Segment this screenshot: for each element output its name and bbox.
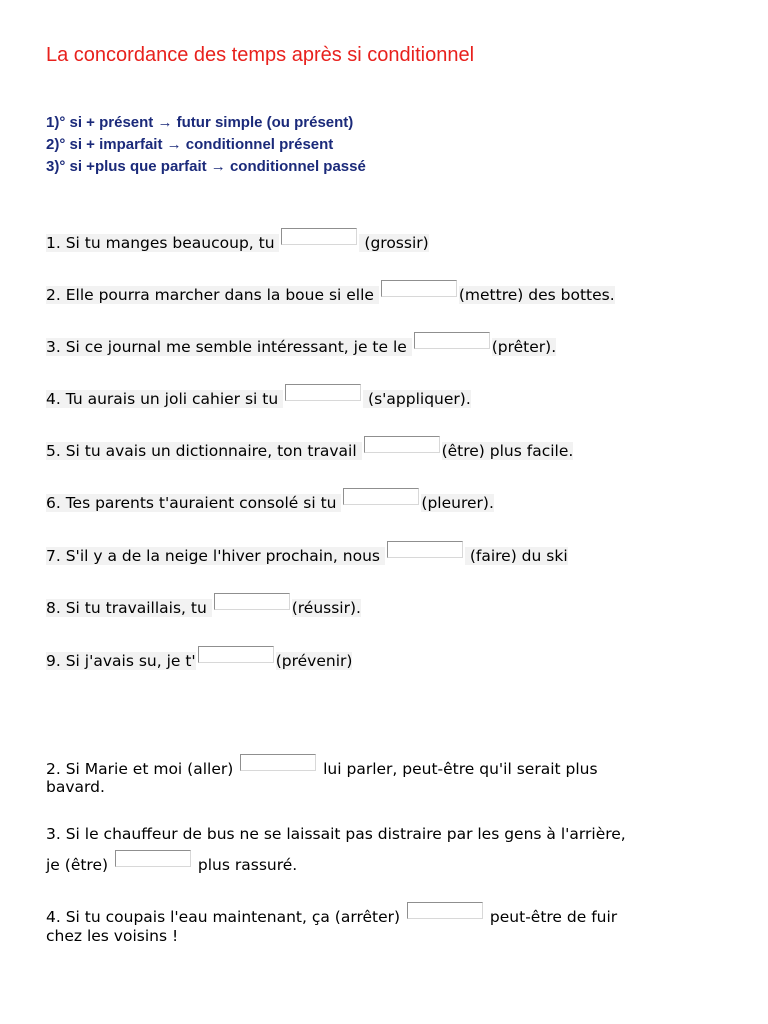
rule-3: 3)° si +plus que parfait → conditionnel passé xyxy=(46,158,366,175)
answer-input[interactable] xyxy=(214,593,290,610)
answer-input[interactable] xyxy=(198,646,274,663)
item-text-after: lui parler, peut-être qu'il serait plus xyxy=(318,760,598,778)
rule-2: 2)° si + imparfait → conditionnel présent xyxy=(46,136,334,153)
item-text-before: 8. Si tu travaillais, tu xyxy=(46,599,212,617)
item-text-before: 7. S'il y a de la neige l'hiver prochain, nous xyxy=(46,547,385,565)
answer-input[interactable] xyxy=(115,850,191,867)
answer-input[interactable] xyxy=(343,488,419,505)
exercise2-item-2 xyxy=(46,754,598,779)
item-text-after: (prêter). xyxy=(491,338,557,356)
item-text-before: 1. Si tu manges beaucoup, tu xyxy=(46,234,280,252)
item-text-after: (être) plus facile. xyxy=(441,442,574,460)
item-text-after: peut-être de fuir xyxy=(484,908,618,926)
item-text-after: plus rassuré. xyxy=(192,856,298,874)
item-text-after: (s'appliquer). xyxy=(363,390,471,408)
item-text-after: (pleurer). xyxy=(421,494,494,512)
exercise2-item-4 xyxy=(46,902,617,927)
answer-input[interactable] xyxy=(240,754,316,771)
answer-input[interactable] xyxy=(387,541,463,558)
exercise-item-4 xyxy=(46,384,471,409)
exercise2-item-4-continuation: chez les voisins ! xyxy=(46,927,179,945)
exercise-item-1 xyxy=(46,228,429,253)
answer-input[interactable] xyxy=(381,280,457,297)
answer-input[interactable] xyxy=(364,436,440,453)
rule-1: 1)° si + présent → futur simple (ou présent) xyxy=(46,114,354,131)
exercise2-item-3-line1: 3. Si le chauffeur de bus ne se laissait pas distraire par les gens à l'arrière, xyxy=(46,825,626,843)
item-text-before: 2. Elle pourra marcher dans la boue si elle xyxy=(46,286,379,304)
exercise-item-2 xyxy=(46,280,615,305)
exercise-item-7 xyxy=(46,541,568,566)
answer-input[interactable] xyxy=(407,902,483,919)
exercise2-item-2-continuation: bavard. xyxy=(46,778,105,796)
answer-input[interactable] xyxy=(281,228,357,245)
item-text-before: 3. Si ce journal me semble intéressant, je te le xyxy=(46,338,412,356)
item-text-after: (prévenir) xyxy=(275,652,353,670)
exercise-item-9 xyxy=(46,646,352,671)
exercise-item-3 xyxy=(46,332,556,357)
item-text-before: 4. Si tu coupais l'eau maintenant, ça (arrêter) xyxy=(46,908,405,926)
item-text-after: (grossir) xyxy=(359,234,429,252)
item-text-after: (faire) du ski xyxy=(464,547,568,565)
item-text-before: 4. Tu aurais un joli cahier si tu xyxy=(46,390,284,408)
exercise-item-6 xyxy=(46,488,494,513)
answer-input[interactable] xyxy=(285,384,361,401)
page-title: La concordance des temps après si conditionnel xyxy=(46,44,475,66)
exercise2-item-3 xyxy=(46,850,297,875)
item-text-before: je (être) xyxy=(46,856,113,874)
item-text-before: 2. Si Marie et moi (aller) xyxy=(46,760,239,778)
answer-input[interactable] xyxy=(414,332,490,349)
item-text-before: 9. Si j'avais su, je t' xyxy=(46,652,196,670)
item-text-after: (mettre) des bottes. xyxy=(458,286,615,304)
item-text-before: 6. Tes parents t'auraient consolé si tu xyxy=(46,494,342,512)
item-text-before: 5. Si tu avais un dictionnaire, ton travail xyxy=(46,442,362,460)
item-text-after: (réussir). xyxy=(291,599,361,617)
exercise-item-5 xyxy=(46,436,573,461)
exercise-item-8 xyxy=(46,593,361,618)
